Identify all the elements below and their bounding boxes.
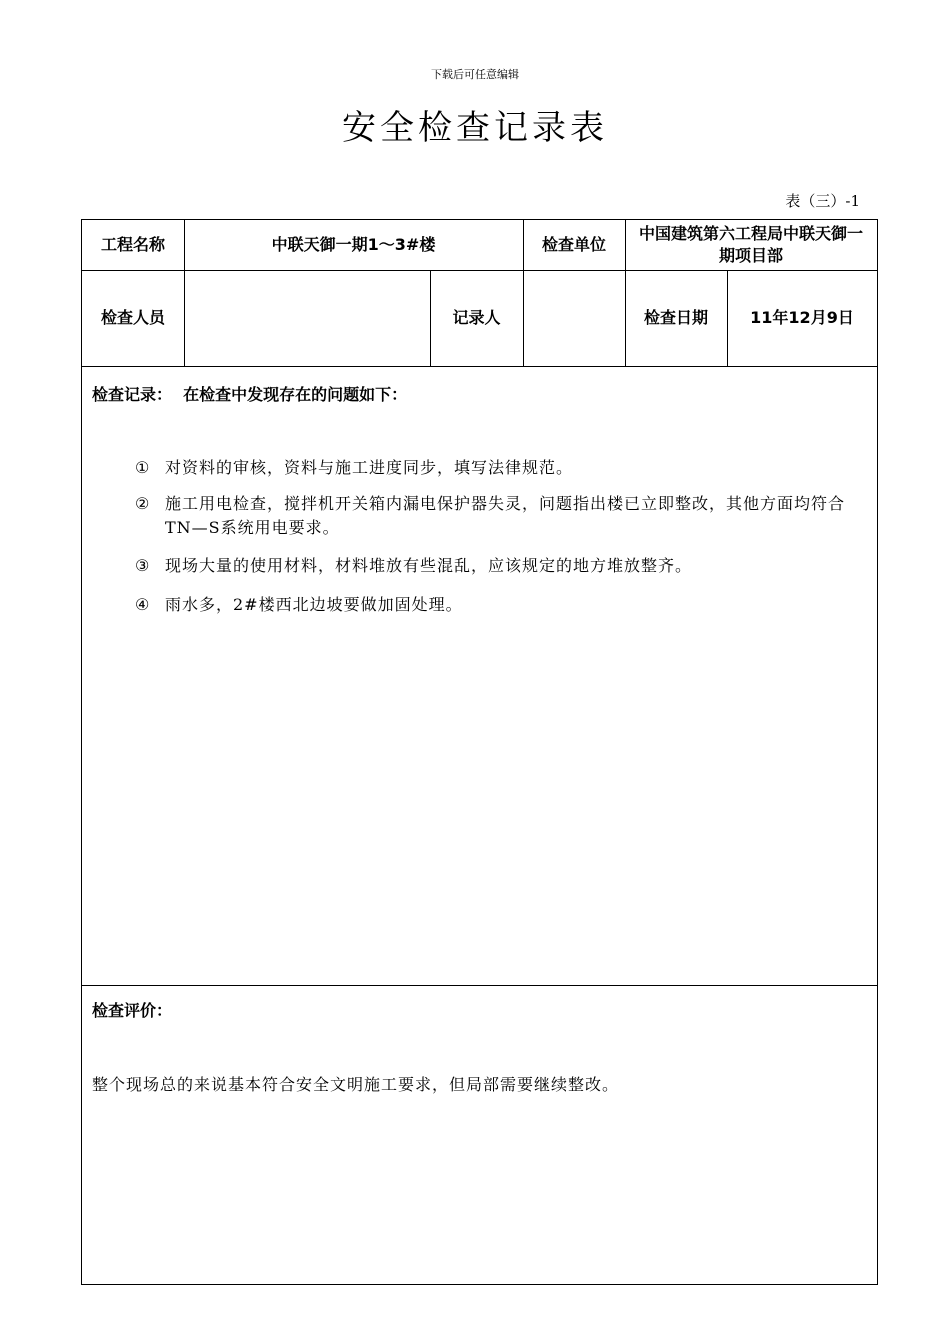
table-number: 表（三）-1: [785, 192, 860, 210]
project-name-value: 中联天御一期1～3#楼: [271, 235, 436, 254]
record-label: 检查记录： 在检查中发现存在的问题如下：: [92, 385, 408, 404]
project-name-label: 工程名称: [100, 235, 165, 254]
record-bottom-line: [82, 985, 877, 986]
inspector-label: 检查人员: [100, 308, 165, 327]
inspection-unit-label: 检查单位: [541, 235, 606, 254]
issue-text: 对资料的审核，资料与施工进度同步，填写法律规范。: [165, 458, 574, 477]
row2-bottom-line: [82, 366, 877, 367]
inspection-unit-value: 中国建筑第六工程局中联天御一期项目部: [638, 224, 863, 265]
evaluation-text: 整个现场总的来说基本符合安全文明施工要求，但局部需要继续整改。: [92, 1075, 620, 1094]
header-note: 下载后可任意编辑: [431, 68, 519, 81]
inspector-value: [184, 270, 430, 366]
issue-number: ③: [135, 556, 151, 575]
inspection-date-value: 11年12月9日: [750, 308, 854, 327]
inspection-date-label: 检查日期: [643, 308, 708, 327]
recorder-value: [523, 270, 625, 366]
issue-text: 现场大量的使用材料，材料堆放有些混乱，应该规定的地方堆放整齐。: [165, 556, 693, 575]
document-title: 安全检查记录表: [342, 108, 608, 148]
issue-item: [135, 456, 870, 480]
issue-number: ①: [135, 458, 151, 477]
issue-item: [135, 492, 870, 540]
issue-text: 雨水多，2#楼西北边坡要做加固处理。: [165, 595, 463, 614]
issue-number: ④: [135, 595, 151, 614]
recorder-label: 记录人: [452, 308, 501, 327]
evaluation-label: 检查评价：: [92, 1001, 173, 1020]
issue-number: ②: [135, 494, 151, 513]
issue-item: [135, 593, 870, 617]
issue-item: [135, 554, 870, 578]
issue-text: 施工用电检查，搅拌机开关箱内漏电保护器失灵，问题指出楼已立即整改，其他方面均符合TN—S系统用电要求。: [165, 494, 846, 537]
inspection-table: [81, 219, 878, 1285]
